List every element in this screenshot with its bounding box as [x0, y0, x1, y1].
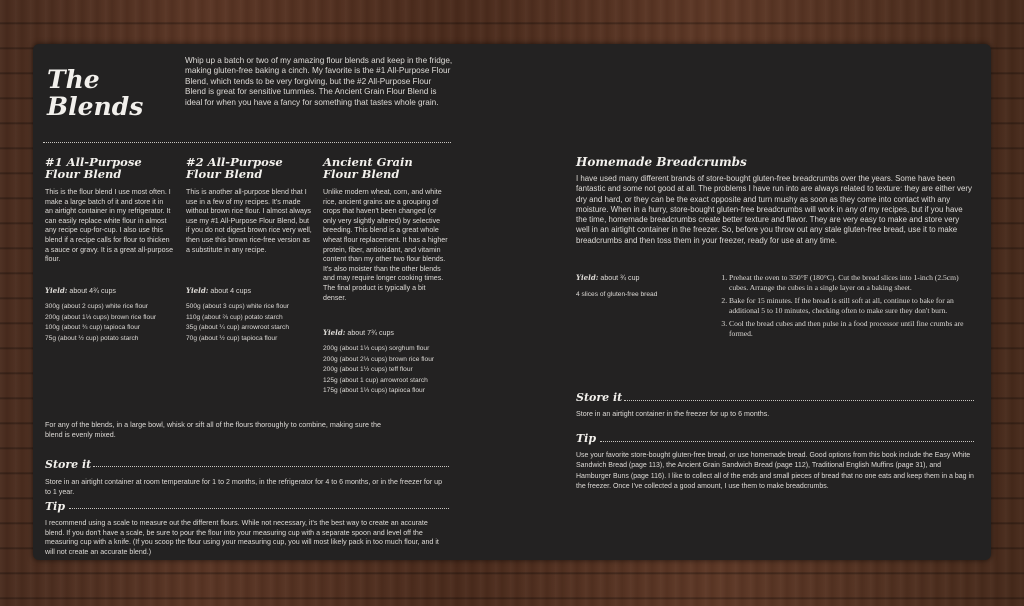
ingredient-item: 200g (about 1⅓ cups) brown rice flour: [45, 313, 157, 321]
breadcrumbs-steps: [715, 273, 977, 343]
blend3-yield: [323, 328, 453, 339]
blend3-description: Unlike modern wheat, corn, and white rice, ancient grains are a grouping of crops that haven't been changed (or only very slightly altered) by selective breeding. This blend is a great whole wheat flour replacement. It has a higher protein, fiber, antioxidant, and vitamin content than my other two flour blends. It's also moister than the other blends and may require longer cooking times. The final product is typically a bit denser.: [323, 188, 448, 302]
ingredient-item: 300g (about 2 cups) white rice flour: [45, 303, 148, 310]
right-store-heading: Store it: [576, 391, 623, 404]
left-store-text: Store in an airtight container at room temperature for 1 to 2 months, in the refrigerator for 4 to 6 months, or in the freezer for up to 1 year.: [45, 478, 443, 496]
right-store-divider: [624, 400, 974, 401]
step-item: 1. Preheat the oven to 350°F (180°C). Cut the bread slices into 1-inch (2.5cm) cubes. Arrange the cubes in a single layer on a baking sheet.: [729, 273, 977, 292]
left-tip-heading: Tip: [45, 500, 66, 513]
ingredient-item: 70g (about ½ cup) tapioca flour: [186, 334, 278, 342]
title-divider: [43, 142, 451, 143]
blend3-title-line-1: Ancient Grain: [323, 155, 413, 169]
right-tip-heading: Tip: [576, 432, 597, 445]
intro-text: Whip up a batch or two of my amazing flour blends and keep in the fridge, making gluten-free baking a cinch. My favorite is the #1 All-Purpose Flour Blend, which tends to be very forgiving, but the #2 All-Purpose Flour Blend is great for sensitive tummies. The Ancient Grain Flour Blend is ideal for when you have a fancy for something that tastes whole grain.: [185, 56, 453, 107]
blend2-yield-label: Yield:: [186, 286, 209, 295]
left-tip-text: I recommend using a scale to measure out the different flours. While not necessary, it's the best way to create an accurate blend. If you don't have a scale, be sure to pour the flour into your measuring cup with a separate spoon and level off the measuring cup with a knife. (If you scoop the flour using your measuring cup, you will most likely pack in too much flour, and it will not create an accurate blend.): [45, 519, 439, 556]
blend2-yield: [186, 286, 316, 297]
right-tip-divider: [600, 441, 974, 442]
ingredient-item: 200g (about 2⅓ cups) brown rice flour: [323, 355, 435, 363]
blend2-description: This is another all-purpose blend that I use in a few of my recipes. It's made without brown rice flour. I almost always use my #1 All-Purpose Flour Blend, but if you do not digest brown rice very well, then use this brown rice-free version as a substitute in any recipe.: [186, 188, 312, 254]
blend2-title-line-2: Flour Blend: [186, 167, 263, 181]
blend2-title-line-1: #2 All-Purpose: [186, 155, 283, 169]
blend1-description: This is the flour blend I use most often. I make a large batch of it and store it in an airtight container in my refrigerator. It can easily replace white flour in almost any recipe cup-for-cup. I also use this blend if a recipe calls for flour to thicken a sauce or gravy. It is a great all-purpose flour.: [45, 188, 174, 264]
ingredient-item: 100g (about ¾ cup) tapioca flour: [45, 324, 140, 331]
blend1-title-line-1: #1 All-Purpose: [45, 155, 142, 169]
breadcrumbs-yield-label: Yield:: [576, 273, 599, 282]
ingredient-item: 500g (about 3 cups) white rice flour: [186, 303, 289, 310]
blend1-ingredients: [45, 302, 177, 344]
blend1-title-line-2: Flour Blend: [45, 167, 122, 181]
ingredient-item: 200g (about 1⅓ cups) sorghum flour: [323, 345, 430, 352]
ingredient-item: 200g (about 1½ cups) teff flour: [323, 366, 413, 373]
right-store-text: Store in an airtight container in the freezer for up to 6 months.: [576, 410, 770, 418]
blend3-title-line-2: Flour Blend: [323, 167, 400, 181]
breadcrumbs-title: Homemade Breadcrumbs: [576, 155, 747, 169]
ingredient-item: 110g (about ⅔ cup) potato starch: [186, 313, 283, 321]
blend3-yield-value: about 7¾ cups: [347, 329, 394, 337]
ingredient-item: 35g (about ¼ cup) arrowroot starch: [186, 324, 289, 331]
left-store-divider: [93, 466, 449, 467]
breadcrumbs-intro: I have used many different brands of store-bought gluten-free breadcrumbs over the years. Some have been fantastic and some not good at all. The problems I have run into are always related to texture: they are either very dry and hard, or they can be the exact opposite and turn mushy as soon as they come into contact with any moisture. When in a hurry, store-bought gluten-free breadcrumbs will work in any of my recipes, but if you have the time, homemade breadcrumbs create better texture and flavor. They are very easy to make and store very well in an airtight container in the freezer. So, before you throw out any stale gluten-free bread, use it to make breadcrumbs and then toss them in your freezer, ready for use at any time.: [576, 174, 972, 245]
blend2-ingredients: [186, 302, 318, 344]
blend1-yield: [45, 286, 175, 297]
left-tip-divider: [69, 508, 449, 509]
ingredient-item: 75g (about ½ cup) potato starch: [45, 334, 139, 342]
combine-note: For any of the blends, in a large bowl, whisk or sift all of the flours thoroughly to combine, making sure the blend is evenly mixed.: [45, 420, 381, 439]
blend3-ingredients: [323, 344, 455, 397]
title-line-2: Blends: [47, 92, 144, 121]
blend2-title: [186, 156, 316, 180]
blend1-title: [45, 156, 175, 180]
blend1-yield-value: about 4¾ cups: [69, 287, 116, 295]
blend1-yield-label: Yield:: [45, 286, 68, 295]
step-item: 2. Bake for 15 minutes. If the bread is still soft at all, continue to bake for an additional 5 to 10 minutes, checking often to make sure they don't burn.: [729, 296, 977, 315]
left-store-heading: Store it: [45, 458, 92, 471]
recipe-page: [33, 44, 991, 560]
breadcrumbs-yield-value: about ¾ cup: [600, 274, 640, 282]
title-line-1: The: [47, 65, 100, 94]
step-item: 3. Cool the bread cubes and then pulse in a food processor until fine crumbs are formed.: [729, 319, 977, 338]
page-title: [47, 66, 143, 120]
breadcrumbs-ingredient: 4 slices of gluten-free bread: [576, 291, 658, 298]
blend3-yield-label: Yield:: [323, 328, 346, 337]
blend2-yield-value: about 4 cups: [210, 287, 252, 295]
right-tip-text: Use your favorite store-bought gluten-free bread, or use homemade bread. Good options from this book include the Easy White Sandwich Bread (page 113), the Ancient Grain Sandwich Bread (page 112), Traditional English Muffins (page 31), and Hamburger Buns (page 116). I like to collect all of the ends and small pieces of bread that no one eats and keep them in a bag in the freezer. Once I've collected a good amount, I use them to make breadcrumbs.: [576, 452, 974, 491]
ingredient-item: 175g (about 1⅓ cups) tapioca flour: [323, 387, 425, 394]
blend3-title: [323, 156, 453, 180]
ingredient-item: 125g (about 1 cup) arrowroot starch: [323, 376, 428, 384]
breadcrumbs-yield: [576, 273, 706, 284]
